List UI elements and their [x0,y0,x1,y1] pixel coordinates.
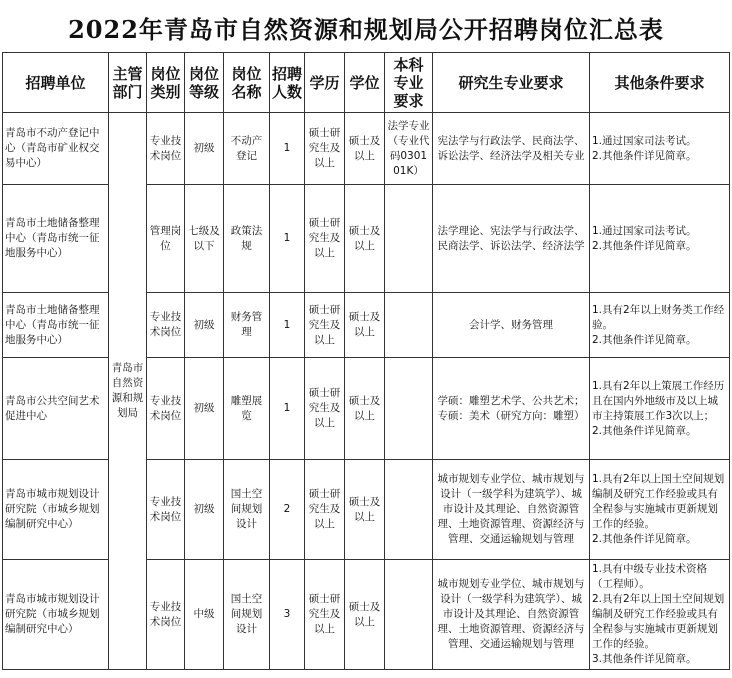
cell-category: 专业技术岗位 [147,460,185,560]
cell-category: 专业技术岗位 [147,560,185,670]
cell-level: 七级及以下 [185,185,224,293]
cell-unit: 青岛市城市规划设计研究院（市城乡规划编制研究中心） [3,560,109,670]
cell-department: 青岛市自然资源和规划局 [109,113,147,670]
cell-level: 中级 [185,560,224,670]
header-row [3,53,730,113]
cell-undergrad [385,358,433,460]
header-grad: 研究生专业要求 [433,53,590,113]
cell-level: 初级 [185,358,224,460]
cell-education: 硕士研究生及以上 [305,185,345,293]
header-unit: 招聘单位 [3,53,109,113]
cell-position: 国土空间规划设计 [224,560,270,670]
cell-education: 硕士研究生及以上 [305,460,345,560]
cell-position: 国土空间规划设计 [224,460,270,560]
table-row [3,113,730,185]
cell-undergrad [385,460,433,560]
cell-education: 硕士研究生及以上 [305,358,345,460]
cell-position: 不动产登记 [224,113,270,185]
header-count: 招聘人数 [270,53,305,113]
header-undergrad: 本科专业要求 [385,53,433,113]
cell-undergrad: 法学专业（专业代码030101K） [385,113,433,185]
cell-degree: 硕士及以上 [345,113,385,185]
recruitment-table [2,52,730,670]
cell-undergrad [385,560,433,670]
cell-other: 1.具有中级专业技术资格（工程师）。 2.具有2年以上国土空间规划编制及研究工作经验或具有全程参与实施城市更新规划工作的经验。 3.其他条件详见简章。 [590,560,730,670]
cell-count: 1 [270,113,305,185]
cell-grad: 法学理论、宪法学与行政法学、民商法学、诉讼法学、经济法学 [433,185,590,293]
cell-degree: 硕士及以上 [345,460,385,560]
cell-other: 1.具有2年以上策展工作经历且在国内外地级市及以上城市主持策展工作3次以上； 2.其他条件详见简章。 [590,358,730,460]
cell-other: 1.通过国家司法考试。 2.其他条件详见简章。 [590,185,730,293]
cell-other: 1.通过国家司法考试。 2.其他条件详见简章。 [590,113,730,185]
cell-count: 1 [270,185,305,293]
cell-count: 1 [270,358,305,460]
header-degree: 学位 [345,53,385,113]
cell-undergrad [385,185,433,293]
cell-unit: 青岛市土地储备整理中心（青岛市统一征地服务中心） [3,293,109,358]
cell-category: 专业技术岗位 [147,293,185,358]
header-level: 岗位等级 [185,53,224,113]
cell-other: 1.具有2年以上财务类工作经验。 2.其他条件详见简章。 [590,293,730,358]
cell-grad: 学硕：雕塑艺术学、公共艺术；专硕：美术（研究方向：雕塑） [433,358,590,460]
page-title: 2022年青岛市自然资源和规划局公开招聘岗位汇总表 [68,15,664,44]
cell-degree: 硕士及以上 [345,185,385,293]
cell-education: 硕士研究生及以上 [305,293,345,358]
cell-degree: 硕士及以上 [345,358,385,460]
cell-degree: 硕士及以上 [345,560,385,670]
cell-level: 初级 [185,293,224,358]
cell-count: 1 [270,293,305,358]
cell-education: 硕士研究生及以上 [305,560,345,670]
cell-category: 专业技术岗位 [147,358,185,460]
cell-grad: 城市规划专业学位、城市规划与设计（一级学科为建筑学）、城市设计及其理论、自然资源管理、土地资源管理、资源经济与管理、交通运输规划与管理 [433,460,590,560]
cell-education: 硕士研究生及以上 [305,113,345,185]
cell-grad: 会计学、财务管理 [433,293,590,358]
cell-other: 1.具有2年以上国土空间规划编制及研究工作经验或具有全程参与实施城市更新规划工作的经验。 2.其他条件详见简章。 [590,460,730,560]
cell-count: 2 [270,460,305,560]
header-position: 岗位名称 [224,53,270,113]
cell-grad: 城市规划专业学位、城市规划与设计（一级学科为建筑学）、城市设计及其理论、自然资源管理、土地资源管理、资源经济与管理、交通运输规划与管理 [433,560,590,670]
cell-grad: 宪法学与行政法学、民商法学、诉讼法学、经济法学及相关专业 [433,113,590,185]
cell-position: 政策法规 [224,185,270,293]
cell-count: 3 [270,560,305,670]
cell-unit: 青岛市不动产登记中心（青岛市矿业权交易中心） [3,113,109,185]
cell-position: 雕塑展览 [224,358,270,460]
header-other: 其他条件要求 [590,53,730,113]
header-category: 岗位类别 [147,53,185,113]
cell-position: 财务管理 [224,293,270,358]
header-dept: 主管部门 [109,53,147,113]
cell-level: 初级 [185,113,224,185]
cell-degree: 硕士及以上 [345,293,385,358]
cell-unit: 青岛市公共空间艺术促进中心 [3,358,109,460]
header-education: 学历 [305,53,345,113]
cell-unit: 青岛市城市规划设计研究院（市城乡规划编制研究中心） [3,460,109,560]
cell-category: 专业技术岗位 [147,113,185,185]
cell-category: 管理岗位 [147,185,185,293]
cell-level: 初级 [185,460,224,560]
cell-unit: 青岛市土地储备整理中心（青岛市统一征地服务中心） [3,185,109,293]
cell-undergrad [385,293,433,358]
